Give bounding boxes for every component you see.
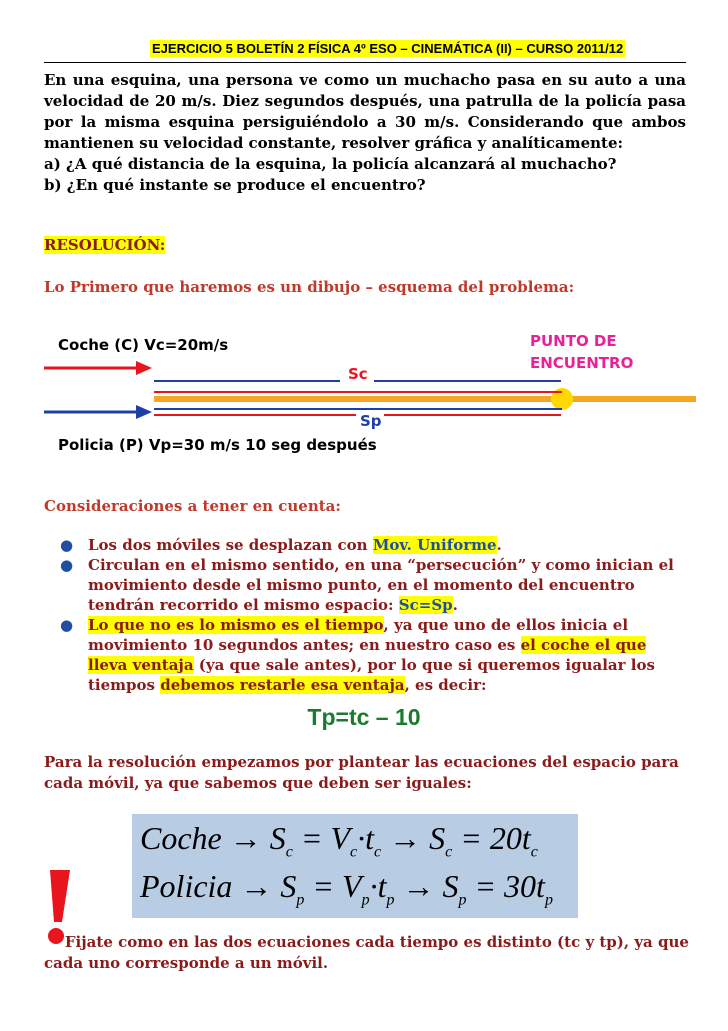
equations-box	[132, 814, 578, 918]
equations-intro: Para la resolución empezamos por plantear las ecuaciones del espacio para cada móvil, ya que sabemos que deben ser iguales:	[44, 753, 679, 792]
note-text: Fijate como en las dos ecuaciones cada tiempo es distinto (tc y tp), ya que cada uno corresponde a un móvil.	[44, 933, 695, 972]
question-a: a) ¿A qué distancia de la esquina, la policía alcanzará al muchacho?	[44, 155, 617, 173]
bullet-icon: ●	[60, 556, 74, 574]
resolution-heading: RESOLUCIÓN:	[44, 236, 166, 254]
considerations-title: Consideraciones a tener en cuenta:	[44, 497, 341, 515]
problem-diagram	[36, 316, 696, 466]
meeting-label-2: ENCUENTRO	[530, 354, 634, 372]
document-header: EJERCICIO 5 BOLETÍN 2 FÍSICA 4º ESO – CINEMÁTICA (II) – CURSO 2011/12	[152, 41, 624, 56]
car-arrow-head	[136, 361, 152, 375]
list-item: ● Lo que no es lo mismo es el tiempo, ya que uno de ellos inicia el movimiento 10 segundos antes; en nuestro caso es el coche el que lleva ventaja (ya que sale antes), por lo que si queremos igualar los tiempos debemos restarle esa ventaja, es decir:	[60, 616, 655, 694]
sc-label: Sc	[348, 365, 368, 383]
sp-label: Sp	[360, 412, 382, 430]
police-label: Policia (P) Vp=30 m/s 10 seg después	[58, 436, 377, 454]
problem-statement	[44, 70, 686, 196]
considerations-list	[44, 535, 686, 695]
header-divider	[44, 62, 686, 63]
statement-text: En una esquina, una persona ve como un muchacho pasa en su auto a una velocidad de 20 m/s. Diez segundos después, una patrulla de la policía pasa por la misma esquina persiguiéndolo a 30 m/s. Considerando que ambos mantienen su velocidad constante, resolver gráfica y analíticamente:	[44, 71, 686, 152]
question-b: b) ¿En qué instante se produce el encuentro?	[44, 176, 426, 194]
car-label: Coche (C) Vc=20m/s	[58, 336, 229, 354]
bullet-icon: ●	[60, 616, 74, 634]
bullet-icon: ●	[60, 536, 74, 554]
list-item: ● Circulan en el mismo sentido, en una “persecución” y como inician el movimiento desde el mismo punto, en el momento del encuentro tendrán recorrido el mismo espacio: Sc=Sp.	[60, 556, 674, 614]
time-relation-formula: Tp=tc – 10	[307, 704, 421, 730]
meeting-label-1: PUNTO DE	[530, 332, 617, 350]
police-arrow-head	[136, 405, 152, 419]
drawing-intro: Lo Primero que haremos es un dibujo – esquema del problema:	[44, 278, 575, 296]
police-equation: Policia → $S_p = V_p\cdot t_p \to S_p = 30t_p$	[140, 868, 553, 909]
list-item: ● Los dos móviles se desplazan con Mov. Uniforme.	[60, 536, 502, 554]
car-equation: Coche → $S_c = V_c\cdot t_c \to S_c = 20t_c$	[140, 820, 538, 861]
